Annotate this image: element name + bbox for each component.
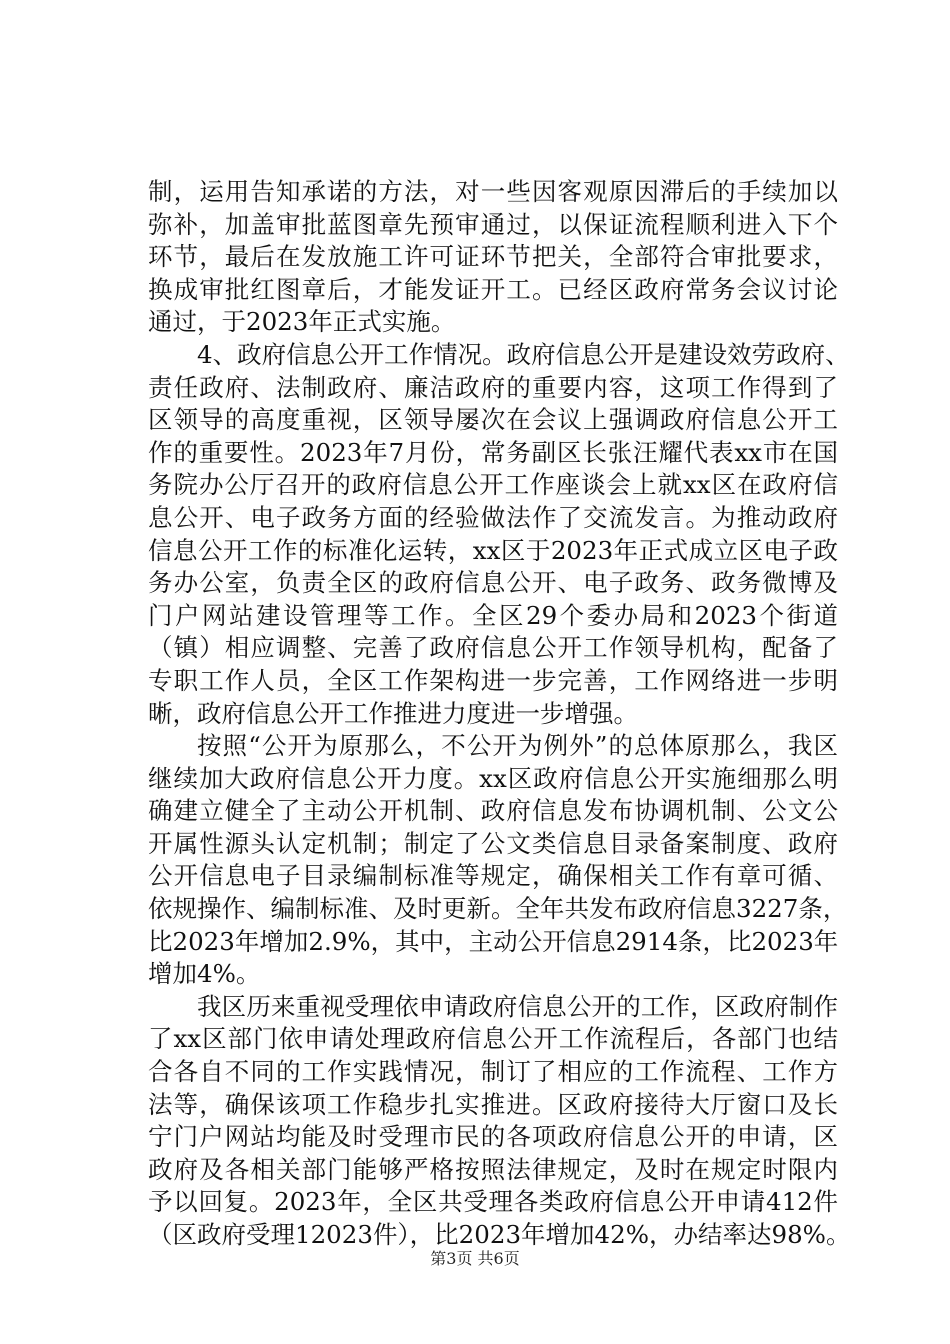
text-line: 增加4%。 bbox=[148, 959, 261, 989]
page-number-footer: 第3页 共6页 bbox=[430, 1249, 520, 1268]
text-line: 换成审批红图章后，才能发证开工。已经区政府常务会议讨论 bbox=[148, 274, 838, 304]
paragraph-1 bbox=[148, 176, 838, 339]
text-line: 法等，确保该项工作稳步扎实推进。区政府接待大厅窗口及长 bbox=[148, 1089, 838, 1119]
paragraph-3 bbox=[148, 730, 848, 991]
text-line: 开属性源头认定机制；制定了公文类信息目录备案制度、政府 bbox=[148, 828, 838, 858]
text-line: 弥补，加盖审批蓝图章先预审通过，以保证流程顺利进入下个 bbox=[148, 209, 838, 239]
document-body bbox=[148, 176, 851, 1252]
text-line: 务院办公厅召开的政府信息公开工作座谈会上就xx区在政府信 bbox=[148, 470, 838, 500]
text-line: 4、政府信息公开工作情况。政府信息公开是建设效劳政府、 bbox=[197, 339, 850, 369]
text-line: 环节，最后在发放施工许可证环节把关，全部符合审批要求， bbox=[148, 242, 838, 272]
text-line: 比2023年增加2.9%，其中，主动公开信息2914条，比2023年 bbox=[148, 926, 839, 956]
text-line: 通过，于2023年正式实施。 bbox=[148, 307, 456, 337]
paragraph-2 bbox=[148, 339, 850, 730]
text-line: 作的重要性。2023年7月份，常务副区长张汪耀代表xx市在国 bbox=[148, 437, 838, 467]
paragraph-4 bbox=[148, 991, 851, 1252]
text-line: 按照“公开为原那么，不公开为例外”的总体原那么，我区 bbox=[197, 731, 838, 761]
text-line: 晰，政府信息公开工作推进力度进一步增强。 bbox=[148, 698, 638, 728]
text-line: 了xx区部门依申请处理政府信息公开工作流程后，各部门也结 bbox=[148, 1024, 838, 1054]
text-line: （区政府受理12023件），比2023年增加42%，办结率达98%。 bbox=[148, 1220, 851, 1249]
text-line: 公开信息电子目录编制标准等规定，确保相关工作有章可循、 bbox=[148, 861, 838, 891]
text-line: 息公开、电子政务方面的经验做法作了交流发言。为推动政府 bbox=[148, 502, 838, 532]
text-line: 区领导的高度重视，区领导屡次在会议上强调政府信息公开工 bbox=[148, 405, 838, 435]
text-line: 信息公开工作的标准化运转，xx区于2023年正式成立区电子政 bbox=[148, 535, 838, 565]
text-line: 继续加大政府信息公开力度。xx区政府信息公开实施细那么明 bbox=[148, 763, 838, 793]
text-line: 依规操作、编制标准、及时更新。全年共发布政府信息3227条， bbox=[148, 894, 848, 924]
text-line: 合各自不同的工作实践情况，制订了相应的工作流程、工作方 bbox=[148, 1057, 838, 1087]
text-line: 责任政府、法制政府、廉洁政府的重要内容，这项工作得到了 bbox=[148, 372, 838, 402]
text-line: 予以回复。2023年，全区共受理各类政府信息公开申请412件 bbox=[148, 1187, 838, 1217]
text-line: 门户网站建设管理等工作。全区29个委办局和2023个街道 bbox=[148, 600, 838, 630]
text-line: 务办公室，负责全区的政府信息公开、电子政务、政务微博及 bbox=[148, 568, 838, 598]
text-line: 政府及各相关部门能够严格按照法律规定，及时在规定时限内 bbox=[148, 1154, 838, 1184]
text-line: 确建立健全了主动公开机制、政府信息发布协调机制、公文公 bbox=[148, 796, 838, 826]
text-line: 制，运用告知承诺的方法，对一些因客观原因滞后的手续加以 bbox=[148, 177, 838, 206]
text-line: 专职工作人员，全区工作架构进一步完善，工作网络进一步明 bbox=[148, 665, 838, 695]
text-line: （镇）相应调整、完善了政府信息公开工作领导机构，配备了 bbox=[148, 633, 838, 663]
text-line: 宁门户网站均能及时受理市民的各项政府信息公开的申请，区 bbox=[148, 1122, 838, 1152]
text-line: 我区历来重视受理依申请政府信息公开的工作，区政府制作 bbox=[197, 991, 838, 1021]
